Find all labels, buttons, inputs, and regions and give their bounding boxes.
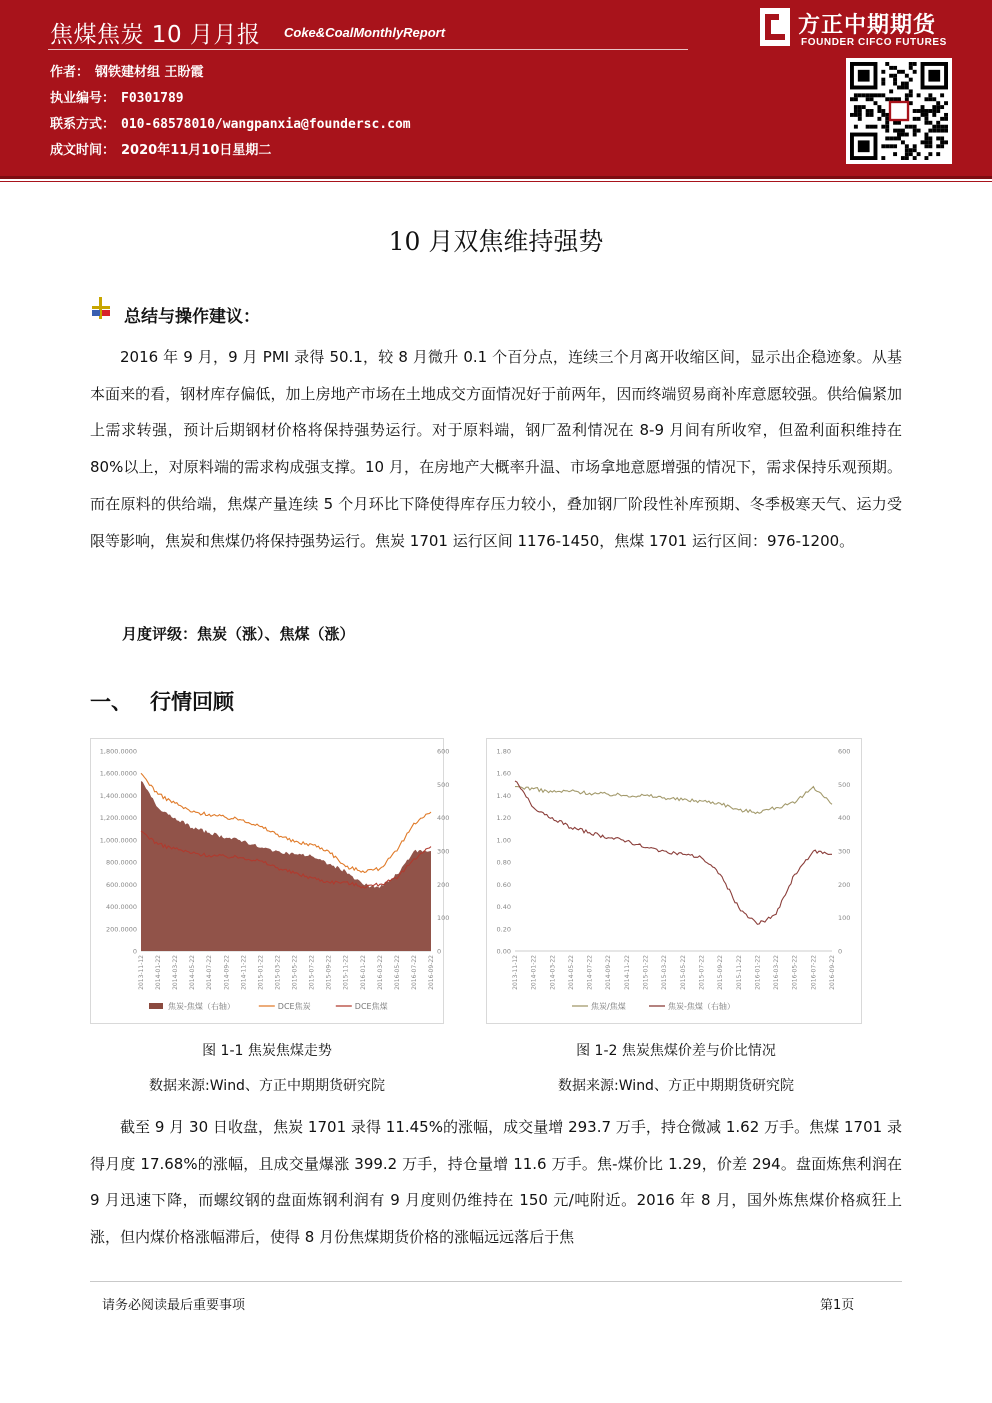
qr-module <box>921 140 925 144</box>
qr-module <box>885 97 889 101</box>
x-tick-label: 2016-03-22 <box>376 955 384 990</box>
y-right-tick-label: 100 <box>838 914 851 923</box>
legend-swatch <box>149 1003 163 1009</box>
qr-module <box>893 129 897 133</box>
qr-module <box>913 129 917 133</box>
qr-module <box>928 144 932 148</box>
founder-logo-icon <box>760 8 790 46</box>
qr-module <box>936 121 940 125</box>
qr-module <box>917 109 921 113</box>
qr-module <box>924 136 928 140</box>
qr-module <box>905 82 909 86</box>
qr-module <box>928 140 932 144</box>
qr-module <box>928 109 932 113</box>
x-tick-label: 2016-09-22 <box>829 955 836 990</box>
monthly-rating: 月度评级：焦炭（涨）、焦煤（涨） <box>122 625 355 643</box>
x-tick-label: 2015-09-22 <box>717 955 725 990</box>
x-tick-label: 2016-05-22 <box>393 955 401 990</box>
qr-module <box>924 144 928 148</box>
y-left-tick-label: 1,800.0000 <box>99 747 137 756</box>
x-tick-label: 2015-05-22 <box>679 955 687 990</box>
y-left-tick-label: 1.80 <box>496 747 511 756</box>
x-tick-label: 2016-01-22 <box>359 955 367 990</box>
qr-module <box>909 89 913 93</box>
qr-module <box>936 105 940 109</box>
qr-module <box>917 93 921 97</box>
qr-module <box>928 93 932 97</box>
x-tick-label: 2014-09-22 <box>223 955 231 990</box>
qr-module <box>893 78 897 82</box>
qr-module <box>944 140 948 144</box>
x-tick-label: 2014-11-22 <box>240 955 248 990</box>
qr-module <box>858 113 862 117</box>
series-line <box>515 787 832 814</box>
section-number: 一、 <box>90 690 132 714</box>
qr-module <box>936 152 940 156</box>
qr-module <box>928 97 932 101</box>
qr-module <box>901 156 905 160</box>
qr-code-icon <box>850 62 948 160</box>
qr-module <box>940 144 944 148</box>
qr-module <box>881 156 885 160</box>
qr-module <box>881 109 885 113</box>
qr-module <box>901 82 905 86</box>
qr-module <box>893 74 897 78</box>
y-left-tick-label: 1.20 <box>496 814 511 823</box>
qr-module <box>901 129 905 133</box>
qr-module <box>924 97 928 101</box>
x-tick-label: 2014-03-22 <box>172 955 180 990</box>
qr-module <box>897 129 901 133</box>
qr-module <box>944 113 948 117</box>
y-left-tick-label: 0.80 <box>496 858 511 867</box>
header-divider <box>0 176 992 179</box>
qr-module <box>932 105 936 109</box>
x-tick-label: 2016-09-22 <box>428 955 435 990</box>
qr-module <box>901 86 905 90</box>
qr-module <box>932 125 936 129</box>
chart-frame-coke-coal-trend <box>90 738 450 1024</box>
qr-module <box>921 113 925 117</box>
qr-module <box>866 125 870 129</box>
qr-module <box>866 109 870 113</box>
qr-module <box>877 105 881 109</box>
qr-module <box>854 105 858 109</box>
qr-module <box>905 74 909 78</box>
company-logo-english: FOUNDER CIFCO FUTURES <box>801 37 947 48</box>
qr-module <box>928 121 932 125</box>
qr-module <box>854 125 858 129</box>
qr-module <box>944 129 948 133</box>
y-left-tick-label: 800.0000 <box>105 858 137 867</box>
company-logo-text: 方正中期期货 <box>798 13 937 38</box>
contact-value: 010-68578010/wangpanxia@foundersc.com <box>121 117 411 132</box>
y-right-tick-label: 200 <box>838 880 851 889</box>
qr-module <box>944 125 948 129</box>
y-left-tick-label: 0.00 <box>496 947 511 956</box>
y-right-tick-label: 400 <box>838 814 851 823</box>
qr-module <box>928 152 932 156</box>
qr-module <box>932 109 936 113</box>
qr-module <box>881 113 885 117</box>
y-left-tick-label: 1.60 <box>496 769 511 778</box>
qr-module <box>940 136 944 140</box>
qr-module <box>881 125 885 129</box>
y-left-tick-label: 1,200.0000 <box>99 814 137 823</box>
qr-finder-mark <box>858 70 870 82</box>
qr-module <box>893 66 897 70</box>
qr-module <box>862 105 866 109</box>
x-tick-label: 2014-05-22 <box>567 955 575 990</box>
x-tick-label: 2015-03-22 <box>661 955 669 990</box>
qr-module <box>909 101 913 105</box>
y-right-tick-label: 300 <box>437 847 450 856</box>
qr-module <box>885 129 889 133</box>
qr-module <box>854 93 858 97</box>
qr-module <box>870 125 874 129</box>
qr-module <box>924 113 928 117</box>
qr-module <box>913 117 917 121</box>
qr-module <box>858 109 862 113</box>
qr-module <box>913 109 917 113</box>
qr-module <box>913 70 917 74</box>
qr-module <box>889 144 893 148</box>
qr-center-logo <box>890 102 908 120</box>
qr-module <box>881 70 885 74</box>
qr-module <box>850 113 854 117</box>
qr-module <box>909 66 913 70</box>
x-tick-label: 2016-03-22 <box>773 955 781 990</box>
qr-module <box>909 148 913 152</box>
section-heading-market-review <box>90 686 234 716</box>
series-line <box>515 781 832 924</box>
x-tick-label: 2016-07-22 <box>410 955 418 990</box>
y-right-tick-label: 0 <box>838 947 843 956</box>
qr-module <box>877 117 881 121</box>
header-underline <box>48 49 688 50</box>
figure-2-caption: 图 1-2 焦炭焦煤价差与价比情况 <box>576 1043 776 1059</box>
qr-module <box>866 113 870 117</box>
footer-notice: 请务必阅读最后重要事项 <box>102 1298 246 1313</box>
date-label: 成文时间： <box>50 143 116 158</box>
qr-module <box>858 117 862 121</box>
qr-module <box>897 70 901 74</box>
y-left-tick-label: 600.0000 <box>105 880 137 889</box>
author-label: 作者： <box>50 65 90 80</box>
x-tick-label: 2013-11-12 <box>138 955 145 990</box>
x-tick-label: 2014-09-22 <box>605 955 613 990</box>
figure-1-source: 数据来源:Wind、方正中期期货研究院 <box>149 1078 385 1094</box>
x-tick-label: 2015-03-22 <box>274 955 282 990</box>
section-bullet-icon <box>92 297 110 319</box>
market-review-paragraph: 截至 9 月 30 日收盘，焦炭 1701 录得 11.45%的涨幅，成交量增 293.7 万手，持仓微减 1.62 万手。焦煤 1701 录得月度 17.68%的涨幅，且成交量爆涨 399.2 万手，持仓量增 11.6 万手。焦-煤价比 1.29，价差 294。盘面炼焦利润在 9 月迅速下降，而螺纹钢的盘面炼钢利润有 9 月度则仍维持在 150 元/吨附近。2016 年 8 月，国外炼焦煤价格疯狂上涨，但内煤价格涨幅滞后，使得 8 月份焦煤期货价格的涨幅远远落后于焦 <box>90 1118 902 1247</box>
qr-module <box>870 113 874 117</box>
qr-module <box>893 136 897 140</box>
qr-module <box>854 97 858 101</box>
qr-module <box>901 70 905 74</box>
qr-module <box>893 152 897 156</box>
qr-module <box>913 125 917 129</box>
qr-module <box>936 136 940 140</box>
qr-module <box>940 125 944 129</box>
qr-module <box>874 93 878 97</box>
summary-paragraph: 2016 年 9 月，9 月 PMI 录得 50.1，较 8 月微升 0.1 个百分点，连续三个月离开收缩区间，显示出企稳迹象。从基本面来的看，钢材库存偏低，加上房地产市场在土地成交方面情况好于前两年，因而终端贸易商补库意愿较强。供给偏紧加上需求转强，预计后期钢材价格将保持强势运行。对于原料端，钢厂盈利情况在 8-9 月间有所收窄，但盈利面积维持在 80%以上，对原料端的需求构成强支撑。10 月，在房地产大概率升温、市场拿地意愿增强的情况下，需求保持乐观预期。而在原料的供给端，焦煤产量连续 5 个月环比下降使得库存压力较小，叠加钢厂阶段性补库预期、冬季极寒天气、运力受限等影响，焦炭和焦煤仍将保持强势运行。焦炭 1701 运行区间 1176-1450，焦煤 1701 运行区间：976-1200。 <box>90 348 902 550</box>
qr-module <box>870 109 874 113</box>
qr-module <box>897 86 901 90</box>
qr-module <box>936 129 940 133</box>
qr-module <box>928 136 932 140</box>
footer-page-number: 第1页 <box>820 1298 855 1313</box>
qr-module <box>924 156 928 160</box>
qr-module <box>913 148 917 152</box>
qr-module <box>905 148 909 152</box>
qr-module <box>905 97 909 101</box>
qr-module <box>854 113 858 117</box>
section-title: 行情回顾 <box>150 690 234 714</box>
x-tick-label: 2016-07-22 <box>810 955 818 990</box>
document-title: 10 月双焦维持强势 <box>388 227 604 256</box>
series-area <box>141 781 431 951</box>
x-tick-label: 2015-11-22 <box>342 955 350 990</box>
x-tick-label: 2015-11-22 <box>735 955 743 990</box>
x-tick-label: 2014-03-22 <box>549 955 557 990</box>
y-left-tick-label: 0.20 <box>496 925 511 934</box>
y-right-tick-label: 200 <box>437 880 450 889</box>
qr-module <box>877 93 881 97</box>
qr-module <box>940 117 944 121</box>
legend-label: 焦炭-焦煤（右轴） <box>168 1002 235 1011</box>
qr-module <box>893 144 897 148</box>
qr-module <box>885 125 889 129</box>
x-tick-label: 2015-01-22 <box>642 955 650 990</box>
qr-module <box>897 121 901 125</box>
x-tick-label: 2016-01-22 <box>754 955 762 990</box>
qr-module <box>913 62 917 66</box>
report-title-english: Coke&CoalMonthlyReport <box>284 25 446 40</box>
qr-module <box>874 101 878 105</box>
contact-line <box>50 113 411 132</box>
qr-module <box>850 97 854 101</box>
qr-module <box>893 97 897 101</box>
qr-module <box>881 144 885 148</box>
legend-label: DCE焦炭 <box>277 1002 311 1011</box>
qr-module <box>889 66 893 70</box>
qr-module <box>885 117 889 121</box>
qr-module <box>924 133 928 137</box>
qr-module <box>870 93 874 97</box>
qr-module <box>917 117 921 121</box>
y-left-tick-label: 1,600.0000 <box>99 769 137 778</box>
y-right-tick-label: 300 <box>838 847 851 856</box>
x-tick-label: 2015-07-22 <box>698 955 706 990</box>
figure-1-caption: 图 1-1 焦炭焦煤走势 <box>202 1043 332 1059</box>
qr-module <box>928 129 932 133</box>
footer-rule <box>90 1281 902 1282</box>
qr-module <box>944 117 948 121</box>
qr-module <box>940 93 944 97</box>
qr-module <box>858 93 862 97</box>
y-right-tick-label: 500 <box>838 780 851 789</box>
x-tick-label: 2015-01-22 <box>257 955 265 990</box>
qr-module <box>913 144 917 148</box>
x-tick-label: 2016-05-22 <box>791 955 799 990</box>
qr-module <box>866 93 870 97</box>
license-line <box>50 87 184 106</box>
y-left-tick-label: 1.40 <box>496 791 511 800</box>
qr-module <box>889 89 893 93</box>
qr-module <box>932 129 936 133</box>
qr-module <box>893 121 897 125</box>
y-right-tick-label: 600 <box>437 747 450 756</box>
qr-finder-mark <box>928 70 940 82</box>
chart-spread-ratio <box>487 739 861 1023</box>
x-tick-label: 2015-07-22 <box>308 955 316 990</box>
header-divider-thin <box>0 181 992 182</box>
y-left-tick-label: 1,400.0000 <box>99 791 137 800</box>
y-left-tick-label: 0.60 <box>496 880 511 889</box>
qr-module <box>936 125 940 129</box>
qr-module <box>913 133 917 137</box>
qr-module <box>913 156 917 160</box>
qr-module <box>940 140 944 144</box>
x-tick-label: 2015-05-22 <box>291 955 299 990</box>
author-value: 钢铁建材组 王盼霞 <box>95 65 204 80</box>
qr-module <box>897 97 901 101</box>
qr-module <box>924 121 928 125</box>
qr-module <box>889 74 893 78</box>
qr-module <box>924 140 928 144</box>
qr-module <box>885 136 889 140</box>
legend-label: 焦炭/焦煤 <box>591 1002 626 1011</box>
qr-module <box>924 117 928 121</box>
qr-module <box>905 133 909 137</box>
qr-module <box>944 101 948 105</box>
qr-module <box>881 93 885 97</box>
license-value: F0301789 <box>121 91 184 106</box>
qr-module <box>905 156 909 160</box>
y-left-tick-label: 0.40 <box>496 903 511 912</box>
qr-module <box>885 144 889 148</box>
x-tick-label: 2014-01-22 <box>530 955 538 990</box>
x-tick-label: 2015-09-22 <box>325 955 333 990</box>
qr-module <box>905 93 909 97</box>
qr-module <box>870 97 874 101</box>
qr-code <box>846 58 952 164</box>
qr-module <box>858 105 862 109</box>
qr-module <box>932 113 936 117</box>
qr-module <box>885 121 889 125</box>
chart-coke-coal-trend <box>91 739 450 1023</box>
y-right-tick-label: 600 <box>838 747 851 756</box>
y-left-tick-label: 200.0000 <box>105 925 137 934</box>
qr-module <box>877 109 881 113</box>
date-line <box>50 139 271 158</box>
license-label: 执业编号： <box>50 91 116 106</box>
qr-module <box>905 144 909 148</box>
legend-label: 焦炭-焦煤（右轴） <box>668 1002 735 1011</box>
qr-module <box>917 152 921 156</box>
figure-2-source: 数据来源:Wind、方正中期期货研究院 <box>558 1078 794 1094</box>
y-left-tick-label: 400.0000 <box>105 903 137 912</box>
qr-module <box>897 133 901 137</box>
qr-module <box>921 105 925 109</box>
qr-module <box>862 93 866 97</box>
report-title: 焦煤焦炭 10 月月报 <box>50 22 261 48</box>
author-line <box>50 61 204 80</box>
qr-module <box>909 152 913 156</box>
chart-frame-spread-ratio <box>486 738 862 1024</box>
qr-module <box>936 144 940 148</box>
qr-module <box>885 113 889 117</box>
qr-module <box>936 101 940 105</box>
qr-module <box>901 133 905 137</box>
qr-module <box>889 136 893 140</box>
qr-module <box>917 129 921 133</box>
qr-module <box>905 152 909 156</box>
y-left-tick-label: 1,000.0000 <box>99 836 137 845</box>
y-left-tick-label: 0 <box>132 947 137 956</box>
qr-module <box>932 97 936 101</box>
qr-module <box>854 109 858 113</box>
qr-module <box>905 86 909 90</box>
qr-module <box>940 105 944 109</box>
qr-module <box>924 109 928 113</box>
x-tick-label: 2014-11-22 <box>623 955 631 990</box>
qr-module <box>921 109 925 113</box>
qr-module <box>909 62 913 66</box>
qr-module <box>909 125 913 129</box>
x-tick-label: 2013-11-12 <box>512 955 519 990</box>
x-tick-label: 2014-01-22 <box>155 955 163 990</box>
y-right-tick-label: 0 <box>437 947 442 956</box>
legend-label: DCE焦煤 <box>354 1002 388 1011</box>
date-value: 2020年11月10日星期二 <box>121 143 272 158</box>
y-right-tick-label: 100 <box>437 914 450 923</box>
qr-module <box>893 82 897 86</box>
qr-module <box>901 140 905 144</box>
y-left-tick-label: 1.00 <box>496 836 511 845</box>
qr-module <box>866 97 870 101</box>
y-right-tick-label: 500 <box>437 780 450 789</box>
contact-label: 联系方式： <box>50 117 116 132</box>
qr-module <box>936 109 940 113</box>
x-tick-label: 2014-07-22 <box>586 955 594 990</box>
qr-module <box>897 136 901 140</box>
qr-module <box>909 78 913 82</box>
qr-module <box>889 97 893 101</box>
qr-finder-mark <box>858 140 870 152</box>
qr-module <box>874 125 878 129</box>
qr-module <box>905 125 909 129</box>
y-right-tick-label: 400 <box>437 814 450 823</box>
summary-heading: 总结与操作建议： <box>124 307 260 327</box>
qr-module <box>881 78 885 82</box>
qr-module <box>909 93 913 97</box>
x-tick-label: 2014-05-22 <box>189 955 197 990</box>
qr-module <box>885 62 889 66</box>
qr-module <box>940 129 944 133</box>
x-tick-label: 2014-07-22 <box>206 955 214 990</box>
qr-module <box>881 82 885 86</box>
